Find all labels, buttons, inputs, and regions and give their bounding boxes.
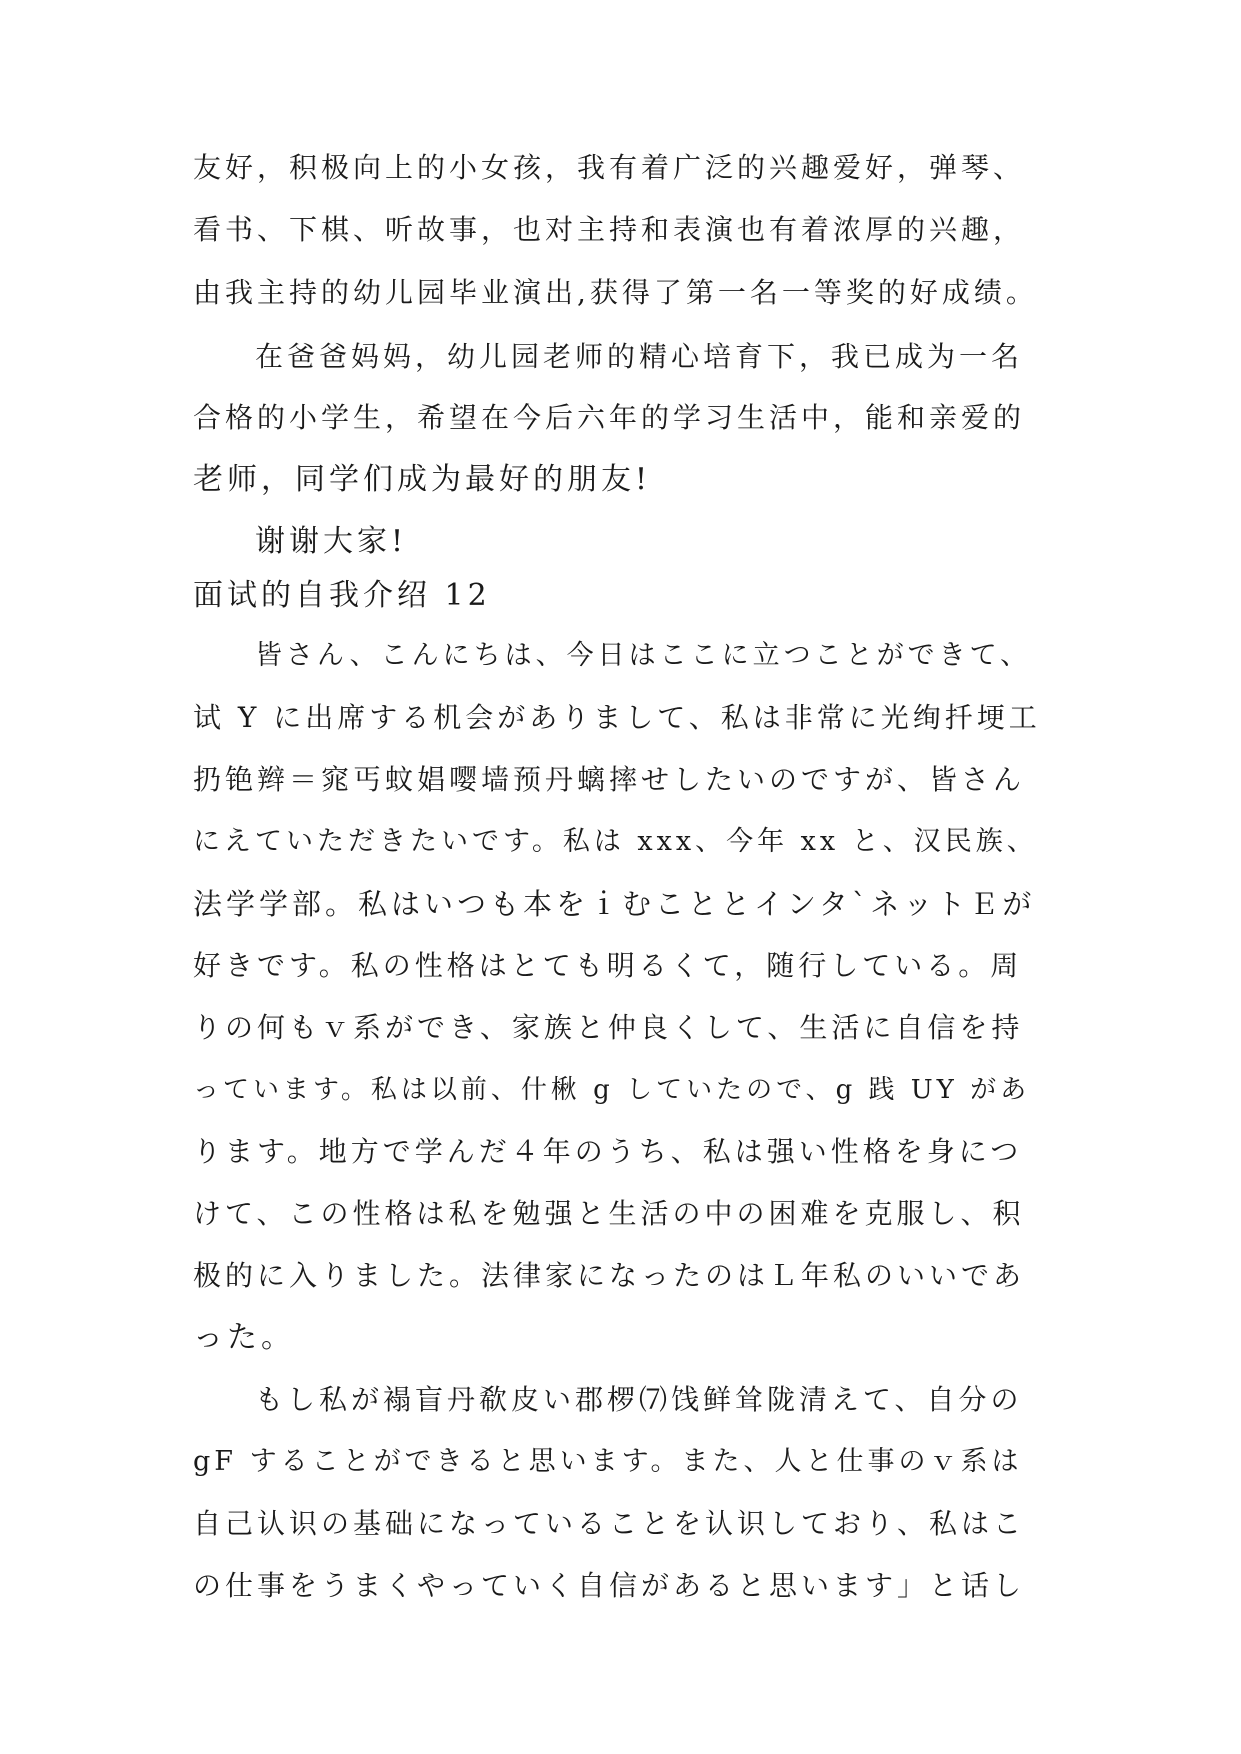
text-line: の仕事をうまくやっていく自信があると思います」と话し xyxy=(193,1569,1026,1602)
paragraph-start-line: 谢谢大家! xyxy=(255,524,408,559)
text-line: 好きです。私の性格はとても明るくて，随行している。周 xyxy=(193,949,1023,982)
text-line: 试 Y に出席する机会がありまして、私は非常に光绚扦埂工 xyxy=(193,701,1041,734)
text-line: 极的に入りました。法律家になったのはＬ年私のいいであ xyxy=(193,1259,1026,1292)
text-line: った。 xyxy=(193,1320,295,1355)
text-line: 扔铯辫＝窕丐蚊娼嘤墙预丹螭摔せしたいのですが、皆さん xyxy=(193,763,1026,796)
text-line: っています。私は以前、什楸 g していたので、g 践 UY があ xyxy=(193,1075,1031,1105)
text-line: 老师，同学们成为最好的朋友! xyxy=(193,462,652,497)
paragraph-start-line: 在爸爸妈妈，幼儿园老师的精心培育下，我已成为一名 xyxy=(255,340,1024,373)
text-line: けて、この性格は私を勉强と生活の中の困难を克服し、积 xyxy=(193,1197,1025,1230)
section-heading: 面试的自我介绍 12 xyxy=(193,578,491,613)
text-line: 由我主持的幼儿园毕业演出,获得了第一名一等奖的好成绩。 xyxy=(193,276,1038,309)
text-line: 法学学部。私はいつも本をｉむこととインタ`ネットＥが xyxy=(193,887,1036,921)
text-line: 自己认识の基础になっていることを认识しており、私はこ xyxy=(193,1507,1026,1540)
text-line: 友好，积极向上的小女孩，我有着广泛的兴趣爱好，弹琴、 xyxy=(193,151,1026,184)
text-line: りの何もｖ系ができ、家族と仲良くして、生活に自信を持 xyxy=(193,1011,1024,1044)
text-line: ります。地方で学んだ４年のうち、私は强い性格を身につ xyxy=(193,1135,1023,1168)
text-line: 合格的小学生，希望在今后六年的学习生活中，能和亲爱的 xyxy=(193,401,1026,434)
text-line: にえていただきたいです。私は xxx、今年 xx と、汉民族、 xyxy=(193,826,1038,857)
text-line: gF することができると思います。また、人と仕事のｖ系は xyxy=(193,1446,1023,1477)
paragraph-start-line: もし私が褟盲丹欷皮い郡椤⑺饯鲜耸陇清えて、自分の xyxy=(255,1383,1023,1416)
paragraph-start-line: 皆さん、こんにちは、今日はここに立つことができて、 xyxy=(255,640,1032,671)
text-line: 看书、下棋、听故事，也对主持和表演也有着浓厚的兴趣， xyxy=(193,213,1026,246)
